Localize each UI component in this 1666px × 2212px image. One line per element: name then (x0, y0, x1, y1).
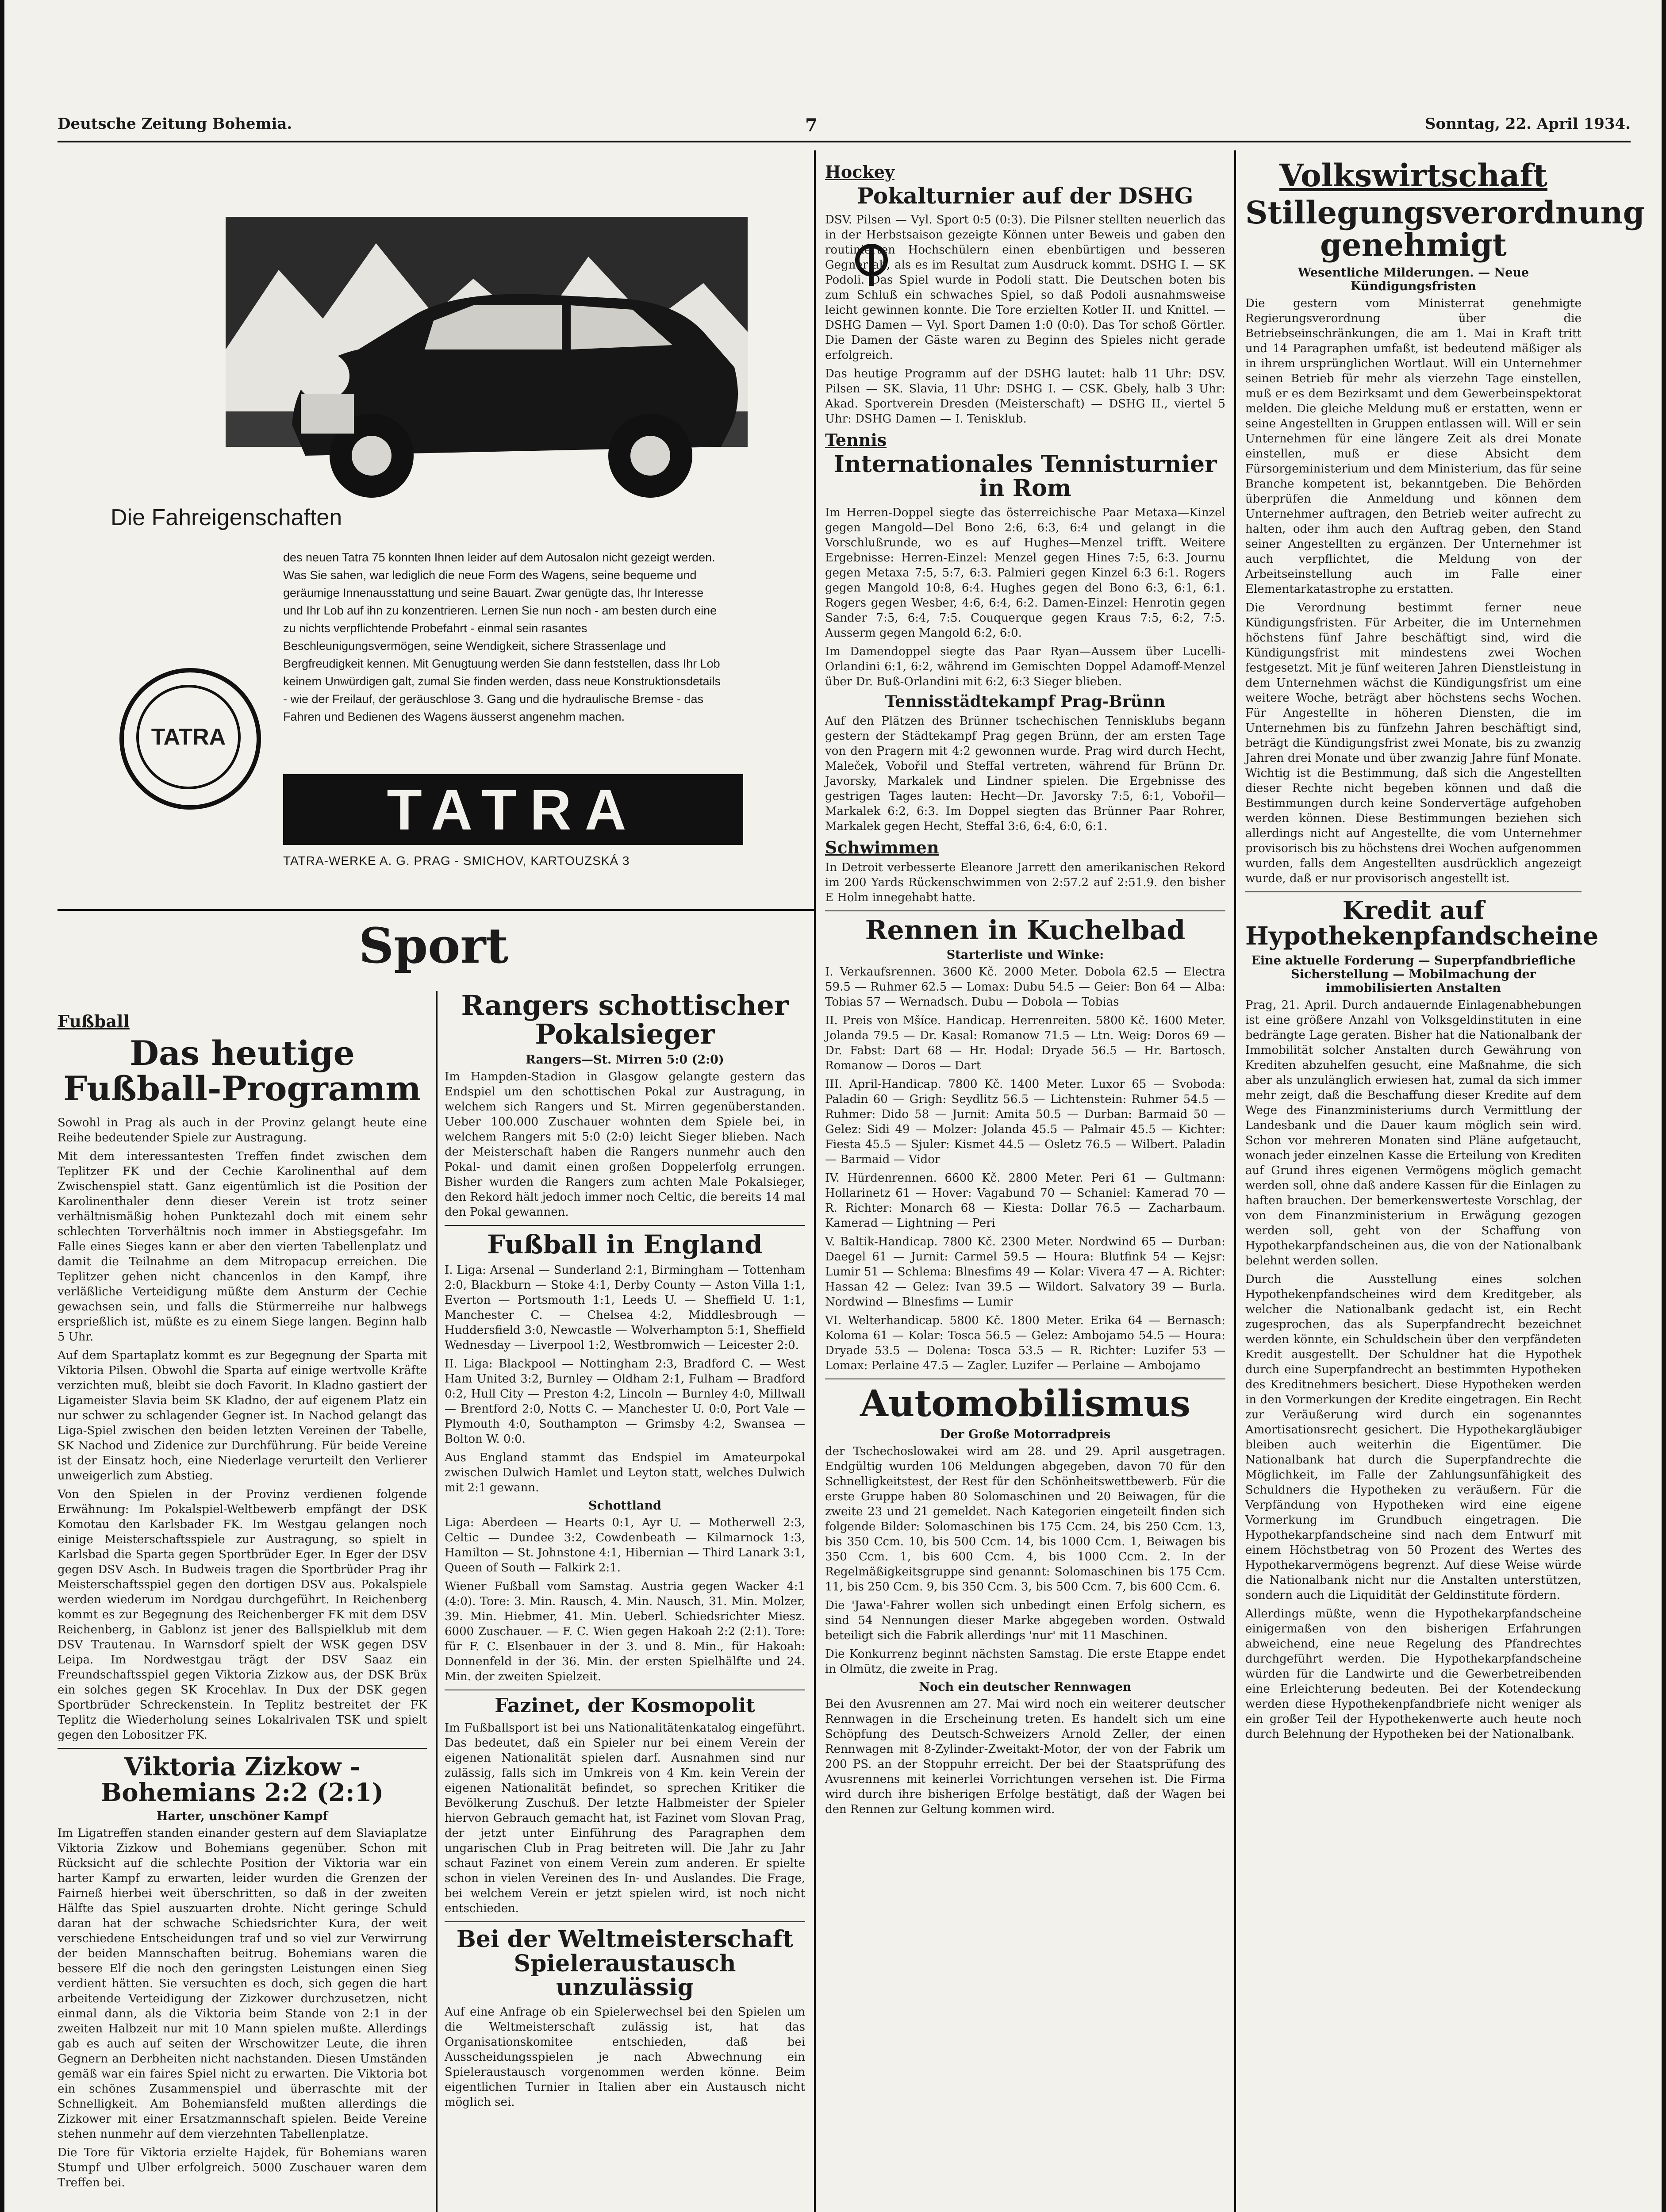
economy-column (1245, 157, 1645, 2212)
article-paragraph: Durch die Ausstellung eines solchen Hypothekenpfandscheines wird dem Kreditgeber, als welcher die Nationalbank gedacht ist, ein Recht zugesprochen, das als Superpfandrecht bezeichnet werden könnte, ein Schuldschein über den verpfändeten Kredit ausgestellt. Der Schuldner hat die Hypothek durch eine Superpfandrecht an bestimmten Hypotheken des Kreditnehmers besichert. Diese Hypotheken werden in den Vormerkungen der Kredite eingetragen. Ein Recht zur Veräußerung wird durch ein sogenanntes Amortisationsrecht gesichert. Die Hypothekargläubiger bleiben auch weiterhin die Eigentümer. Die Nationalbank hat durch die Superpfandrechte die Möglichkeit, im Falle der Zahlungsunfähigkeit des Schuldners die Hypotheken zu veräußern. Für die Verpfändung von Hypotheken wird eine eigene Vormerkung im Grundbuch eingetragen. Die Hypothekarpfandscheine sind nach dem Entwurf mit einem Höchstbetrag von 50 Prozent des Wertes des Hypothekarvermögens begrenzt. Auf diese Weise würde die Nationalbank nicht nur die Anstalten unterstützen, sondern auch die Liquidität der Geldinstitute fördern. (1245, 1273, 1582, 1602)
subhead: Der Große Motorradpreis (940, 1427, 1111, 1441)
headline-fussball-programm: Das heutige Fußball-Programm (63, 1033, 421, 1108)
article-paragraph: I. Liga: Arsenal — Sunderland 2:1, Birmingham — Tottenham 2:0, Blackburn — Stoke 4:1, Derby County — Aston Villa 1:1, Everton — Portsmouth 1:1, Leeds U. — Sheffield U. 1:1, Manchester C. — Chelsea 4:2, Middlesbrough — Huddersfield 3:0, Newcastle — Wolverhampton 5:1, Sheffield Wednesday — Liverpool 1:2, Westbromwich — Leicester 2:0. (445, 1263, 805, 1352)
sport-column-2 (445, 991, 805, 2212)
economy-banner: Volkswirtschaft (1279, 157, 1547, 194)
header-rule (58, 141, 1631, 142)
article-paragraph: Die gestern vom Ministerrat genehmigte Regierungsverordnung über die Betriebseinschränkungen, die am 1. Mai in Kraft tritt und 14 Paragraphen umfaßt, ist bedeutend mäßiger als in ihrem ursprünglichen Wortlaut. Will ein Unternehmer seinen Betrieb für mehr als vierzehn Tage einstellen, muß er es dem Bezirksamt und dem Gewerbeinspektorat melden. Die gleiche Meldung muß er erstatten, wenn er seine Angestellten in Gruppen entlassen will. Will er sein Unternehmen für eine längere Zeit als drei Monate einstellen, muß er diese Absicht dem Fürsorgeministerium und dem Ministerium, das für seine Branche kompetent ist, bekanntgeben. Die Behörden überprüfen die Anmeldung und können dem Unternehmer auftragen, den Betrieb weiter aufrecht zu halten, oder ihm auch den Auftrag geben, den Stand seiner Angestellten zu ergänzen. Der Unternehmer ist auch verpflichtet, die Meldung von der Arbeitseinstellung auch im Falle einer Elementarkatastrophe zu erstatten. (1245, 296, 1582, 596)
article-paragraph: Im Fußballsport ist bei uns Nationalitätenkatalog eingeführt. Das bedeutet, daß ein Spieler nur bei einem Verein der eigenen Nationalität spielen darf. Ausnahmen sind nur zulässig, falls sich im Umkreis von 4 Km. kein Verein der eigenen Nationalität befindet, so sprechen Kritiker die Bevölkerung Zuschuß. Der letzte Halbmeister der Spieler hiervon Gebrauch gemacht hat, ist Fazinet vom Slovan Prag, der jetzt unter Einführung des Paragraphen dem ungarischen Club in Prag beitreten will. Die Jahr zu Jahr schaut Fazinet von einem Verein zum anderen. Er spielte schon in vielen Vereinen des In- und Auslandes. Die Frage, bei welchem Verein er jetzt spielen wird, ist noch nicht entschieden. (445, 1721, 805, 1916)
article-paragraph: Im Ligatreffen standen einander gestern auf dem Slaviaplatze Viktoria Zizkow und Bohemians gegenüber. Schon mit Rücksicht auf die schlechte Position der Viktoria war ein harter Kampf zu erwarten, leider wurden die Grenzen der Fairneß hierbei weit überschritten, so daß in der zweiten Hälfte das Spiel auszuarten drohte. Nicht geringe Schuld daran hat der schwache Schiedsrichter Kura, der weit verschiedene Entscheidungen traf und so viel zur Verwirrung der beiden Mannschaften beitrug. Bohemians waren die bessere Elf die noch den geringsten Leistungen einen Sieg verdient hätten. Sie versuchten es doch, sich gegen die hart arbeitende Verteidigung der Zizkower durchzusetzen, nicht einmal dann, als die Viktoria beim Stande von 2:1 in der zweiten Halbzeit nur mit 10 Mann spielen mußte. Allerdings gab es auch auf seiten der Wrschowitzer Leute, die ihren Gegnern an Derbheiten nicht nachstanden. Diesen Umständen gemäß war ein faires Spiel nicht zu erwarten. Die Viktoria bot ein schönes Zusammenspiel und überraschte mit der Schnelligkeit. Am Bohemiansfeld mußten allerdings die Zizkower mit einer Ersatzmannschaft spielen. Beide Vereine stehen nunmehr auf dem vierzehnten Tabellenplatze. (58, 1827, 427, 2141)
divider (825, 910, 1225, 911)
subhead: Starterliste und Winke: (946, 948, 1104, 962)
article-paragraph: Die Verordnung bestimmt ferner neue Kündigungsfristen. Für Arbeiter, die im Unternehmen höchstens fünf Jahre beschäftigt sind, wird die Kündigungsfrist mit mindestens zwei Wochen festgesetzt. Mit je fünf weiteren Jahren Dienstleistung in dem Unternehmen wächst die Kündigungsfrist um eine weitere Woche, beträgt aber höchstens sechs Wochen. Für Angestellte in höheren Diensten, die im Unternehmen bis zu fünfzehn Jahren beschäftigt sind, beträgt die Kündigungsfrist zwei Monate, bis zu zwanzig Jahren drei Monate und über zwanzig Jahre fünf Monate. Wichtig ist die Bestimmung, daß sich die Angestellten dieser Rechte nicht begeben können und daß die Bestimmungen durch keine Sondervertäge aufgehoben werden können. Diese Bestimmungen beziehen sich allerdings nicht auf Angestellte, die vom Unternehmer provisorisch bis zu höchstens drei Wochen aufgenommen wurden, falls dem Angestellten ausdrücklich angezeigt wurde, daß er nur provisorisch angestellt ist. (1245, 601, 1582, 885)
emblem-label: TATRA (136, 685, 241, 789)
headline-stillegungsverordnung: Stillegungsverordnung genehmigt (1245, 194, 1645, 263)
tatra-emblem-icon (119, 668, 261, 810)
headline-pokalturnier: Pokalturnier auf der DSHG (857, 183, 1194, 209)
section-schwimmen: Schwimmen (825, 837, 939, 858)
sport-column-3 (825, 159, 1225, 2212)
issue-date: Sonntag, 22. April 1934. (1424, 115, 1631, 133)
article-paragraph: II. Liga: Blackpool — Nottingham 2:3, Bradford C. — West Ham United 3:2, Burnley — Oldham 2:1, Fulham — Bradford 0:2, Hull City — Preston 4:2, Lincoln — Burnley 4:0, Millwall — Brentford 2:0, Notts C. — Manchester U. 0:0, Port Vale — Plymouth 4:0, Southampton — Grimsby 4:2, Swansea — Bolton W. 0:0. (445, 1357, 805, 1446)
article-paragraph: der Tschechoslowakei wird am 28. und 29. April ausgetragen. Endgültig wurden 106 Meldungen abgegeben, davon 70 für den Schnelligkeitstest, der Rest für den Schönheitswettbewerb. Für die erste Gruppe haben 80 Solomaschinen und 20 Beiwagen, für die zweite 23 und 21 gemeldet. Nach Kategorien eingeteilt finden sich folgende Bilder: Solomaschinen bis 175 Ccm. 24, bis 250 Ccm. 13, bis 350 Ccm. 10, bis 500 Ccm. 14, bis 1000 Ccm. 1, Beiwagen bis 350 Ccm. 1, bis 600 Ccm. 4, bis 1000 Ccm. 2. In der Regelmäßigkeitsgruppe sind genannt: Solomaschinen bis 175 Ccm. 11, bis 250 Ccm. 9, bis 350 Ccm. 3, bis 500 Ccm. 7, bis 600 Ccm. 6. (825, 1444, 1225, 1594)
article-paragraph: Liga: Aberdeen — Hearts 0:1, Ayr U. — Motherwell 2:3, Celtic — Dundee 3:2, Cowdenbeath — Kilmarnock 1:3, Hamilton — St. Johnstone 4:1, Hibernian — Third Lanark 3:1, Queen of South — Falkirk 2:1. (445, 1516, 805, 1575)
divider (1245, 891, 1582, 892)
tatra-mark-icon (721, 226, 756, 270)
sport-banner: Sport (358, 917, 509, 974)
masthead-paper: Deutsche Zeitung Bohemia. (58, 115, 292, 133)
divider (445, 1921, 805, 1922)
headline-rangers: Rangers schottischer Pokalsieger (461, 989, 789, 1051)
article-paragraph: Das heutige Programm auf der DSHG lautet: halb 11 Uhr: DSV. Pilsen — SK. Slavia, 11 Uhr: DSHG I. — CSK. Gbely, halb 3 Uhr: Akad. Sportverein Dresden (Meisterschaft) — DSHG II., viertel 5 Uhr: DSHG Damen — I. Tenisklub. (825, 367, 1225, 426)
section-fussball: Fußball (58, 1011, 130, 1031)
article-paragraph: Die Konkurrenz beginnt nächsten Samstag. Die erste Etappe endet in Olmütz, die zweite in Prag. (825, 1647, 1225, 1676)
subhead: Eine aktuelle Forderung — Superpfandbriefliche Sicherstellung — Mobilmachung der immobilisierten Anstalten (1251, 954, 1576, 995)
subhead: Harter, unschöner Kampf (157, 1809, 328, 1824)
race-entry: V. Baltik-Handicap. 7800 Kč. 2300 Meter. Nordwind 65 — Durban: Daegel 61 — Jurnit: Carmel 59.5 — Houra: Blutfink 54 — Kejsr: Lumir 51 — Schlema: Blnesfims 49 — Kolar: Vivera 47 — A. Richter: Hassan 42 — Gelez: Ivan 39.5 — Wildort. Salvatory 39 — Burla. Nordwind — Blnesfims — Lumir (825, 1235, 1225, 1309)
race-entry: III. April-Handicap. 7800 Kč. 1400 Meter. Luxor 65 — Svoboda: Paladin 60 — Grigh: Seydlitz 56.5 — Lichtenstein: Ruhmer 54.5 — Ruhmer: Dido 58 — Jurnit: Amita 50.5 — Durban: Barmaid 50 — Gelez: Sidi 49 — Molzer: Jolanda 45.5 — Palmair 45.5 — Kichter: Fiesta 45.5 — Sjuler: Kismet 44.5 — Osletz 76.5 — Wilbert. Paladin — Barmaid — Vidor (825, 1078, 1225, 1167)
headline-tennisturnier-rom: Internationales Tennisturnier in Rom (833, 450, 1217, 502)
ad-headline: Die Fahreigenschaften (111, 505, 342, 530)
page-number: 7 (805, 115, 818, 136)
car-illustration (226, 217, 748, 509)
headline-viktoria-bohemians: Viktoria Zizkow - Bohemians 2:2 (2:1) (100, 1752, 384, 1808)
ad-body-text: des neuen Tatra 75 konnten Ihnen leider auf dem Autosalon nicht gezeigt werden. Was Sie sahen, war lediglich die neue Form des Wagens, seine bequeme und geräumige Innenausstattung und seine Bauart. Zwar genügte das, Ihr Interesse und Ihr Lob auf ihn zu konzentrieren. Lernen Sie nun noch - am besten durch eine zu nichts verpflichtende Probefahrt - einmal sein rasantes Beschleunigungsvermögen, seine Wendigkeit, sichere Strassenlage und Bergfreudigkeit kennen. Mit Genugtuung werden Sie dann feststellen, dass Ihr Lob keinem Unwürdigen galt, zumal Sie finden werden, dass neue Konstruktionsdetails - wie der Freilauf, der geräuschlose 3. Gang und die hydraulische Bremse - das Fahren und Bedienen des Wagens äusserst angenehm machen. (283, 551, 721, 723)
article-paragraph: Im Herren-Doppel siegte das österreichische Paar Metaxa—Kinzel gegen Mangold—Del Bono 2:6, 6:3, 6:4 und gelangt in die Vorschlußrunde, wo es auf Hughes—Menzel trifft. Weitere Ergebnisse: Herren-Einzel: Menzel gegen Hines 7:5, 6:3. Journu gegen Metaxa 7:5, 5:7, 6:3. Palmieri gegen Kinzel 6:3 6:1. Rogers gegen Mangold 10:8, 6:4. Hughes gegen del Bono 6:3, 6:1, 6:1. Rogers gegen Wesber, 4:6, 6:4, 6:2. Damen-Einzel: Henrotin gegen Sander 7:5, 6:4, 7:5. Couquerque gegen Kraus 7:5, 6:2, 7:5. Ausserm gegen Mangold 6:2, 6:0. (825, 506, 1225, 640)
article-paragraph: Die Tore für Viktoria erzielte Hajdek, für Bohemians waren Stumpf und Ulber erfolgreich. 5000 Zuschauer waren dem Treffen bei. (58, 2146, 427, 2190)
headline-tennisstaedtekampf: Tennisstädtekampf Prag-Brünn (885, 692, 1166, 711)
sport-column-1 (58, 1009, 427, 2212)
article-paragraph: Prag, 21. April. Durch andauernde Einlagenabhebungen ist eine größere Anzahl von Volksgeldinstituten in eine bedrängte Lage geraten. Bisher hat die Nationalbank der Immobilität solcher Anstalten durch Gewährung von Krediten abzuhelfen gesucht, eine Maßnahme, die sich aber als unzulänglich erwiesen hat, zumal da sich immer mehr zeigt, daß die Beschaffung dieser Kredite auf dem Wege des Finanzministeriums durch Vermittlung der Landesbank und die Dauer kaum möglich sein wird. Schon vor mehreren Monaten sind Pläne aufgetaucht, wonach jeder einzelnen Kasse die Erteilung von Krediten auf Grund ihres eigenen Vermögens möglich gemacht werden soll, ohne daß andere Kassen für die Einlagen zu haften brauchen. Der bemerkenswerteste Vorschlag, der von dem Finanzministerium in Erwägung gezogen werden soll, geht von der Schaffung von Hypothekarpfandscheinen aus, die von der Nationalbank belehnt werden sollen. (1245, 998, 1582, 1268)
article-paragraph: In Detroit verbesserte Eleanore Jarrett den amerikanischen Rekord im 200 Yards Rückenschwimmen von 2:57.2 auf 2:51.9. den bisher E Holm innegehabt hatte. (825, 861, 1225, 905)
article-paragraph: Im Damendoppel siegte das Paar Ryan—Aussem über Lucelli-Orlandini 6:1, 6:2, während im Gemischten Doppel Adamoff-Menzel über Dr. Buß-Orlandini mit 6:2, 6:3 Sieger blieben. (825, 645, 1225, 688)
column-rule (436, 991, 438, 2212)
race-entry: I. Verkaufsrennen. 3600 Kč. 2000 Meter. Dobola 62.5 — Electra 59.5 — Ruhmer 62.5 — Lomax: Dubu 54.5 — Geier: Bon 64 — Alba: Tobias 57 — Wernadsch. Dubu — Dobola — Tobias (825, 965, 1225, 1009)
article-paragraph: Allerdings müßte, wenn die Hypothekarpfandscheine einigermaßen von den bisherigen Erfahrungen abweichend, eine neue Regelung des Pfandrechtes durchgeführt werden. Die Hypothekarpfandscheine würden für die Landwirte und die Gewerbetreibenden eine Erleichterung bedeuten. Bei der Kotendeckung werden diese Hypothekenpfandbriefe nicht weniger als ein großer Teil der Hypothekenwerte auch heute noch durch Belehnung der Hypotheken bei der Nationalbank. (1245, 1607, 1582, 1741)
race-entry: VI. Welterhandicap. 5800 Kč. 1800 Meter. Erika 64 — Bernasch: Koloma 61 — Kolar: Tosca 56.5 — Gelez: Ambojamo 54.5 — Houra: Dryade 53.5 — Dolena: Tosca 53.5 — R. Richter: Luzifer 53 — Lomax: Perlaine 47.5 — Zagler. Luzifer — Perlaine — Ambojamo (825, 1314, 1225, 1373)
article-paragraph: Aus England stammt das Endspiel im Amateurpokal zwischen Dulwich Hamlet und Leyton statt, welches Dulwich mit 2:1 gewann. (445, 1451, 805, 1495)
section-hockey: Hockey (825, 162, 894, 182)
headline-rennen-kuchelbad: Rennen in Kuchelbad (865, 915, 1186, 946)
headline-fazinet: Fazinet, der Kosmopolit (495, 1694, 755, 1717)
headline-automobilismus: Automobilismus (860, 1382, 1190, 1425)
subhead: Noch ein deutscher Rennwagen (919, 1680, 1132, 1694)
race-entry: II. Preis von Mšíce. Handicap. Herrenreiten. 5800 Kč. 1600 Meter. Jolanda 79.5 — Dr. Kasal: Romanow 71.5 — Ltn. Weig: Doros 69 — Dr. Fabst: Dart 68 — Hr. Hodal: Dryade 56.5 — Hr. Bartosch. Romanow — Doros — Dart (825, 1014, 1225, 1073)
section-tennis: Tennis (825, 430, 887, 450)
article-paragraph: Wiener Fußball vom Samstag. Austria gegen Wacker 4:1 (4:0). Tore: 3. Min. Rausch, 4. Min. Nausch, 31. Min. Molzer, 39. Min. Hiebmer, 41. Min. Ueberl. Schiedsrichter Miesz. 6000 Zuschauer. — F. C. Wien gegen Hakoah 2:2 (2:1). Tore: für F. C. Elsenbauer in der 3. und 8. Min., für Hakoah: Donnenfeld in der 36. Min. der ersten Spielhälfte und 24. Min. der zweiten Spielzeit. (445, 1580, 805, 1684)
article-paragraph: Auf dem Spartaplatz kommt es zur Begegnung der Sparta mit Viktoria Pilsen. Obwohl die Sparta auf einige wertvolle Kräfte verzichten muß, bleibt sie doch Favorit. In Kladno gastiert der Ligameister Slavia beim SK Kladno, der auf eigenem Platz ein nur schwer zu schlagender Gegner ist. In Nachod gelangt das Liga-Spiel zwischen den beiden letzten Vereinen der Tabelle, SK Nachod und Zidenice zur Durchführung. Für beide Vereine ist der Einsatz hoch, eine Niederlage verurteilt den Verlierer unweigerlich zum Abstieg. (58, 1348, 427, 1482)
article-paragraph: Im Hampden-Stadion in Glasgow gelangte gestern das Endspiel um den schottischen Pokal zur Austragung, in welchem sich Rangers und St. Mirren gegenüberstanden. Ueber 100.000 Zuschauer wohnten dem Spiele bei, in welchem Rangers mit 5:0 (2:0) leicht Sieger blieben. Nach der Meisterschaft haben die Rangers nunmehr auch den Pokal- und damit einen großen Doppelerfolg errungen. Bisher wurden die Rangers zum achten Male Pokalsieger, den Rekord hält jedoch immer noch Celtic, die bereits 14 mal den Pokal gewannen. (445, 1070, 805, 1219)
tatra-advertisement (93, 199, 756, 872)
article-paragraph: Mit dem interessantesten Treffen findet zwischen dem Teplitzer FK und der Cechie Karolinenthal auf dem Zwischenspiel statt. Ganz eigentümlich ist die Position der Karolinenthaler denn dieser Verein ist trotz seiner verhältnismäßig hohen Punktezahl doch mit einem sehr schlechten Torverhältnis noch immer in Abstiegsgefahr. Im Falle eines Sieges kann er aber den vierten Tabellenplatz und damit die Teilnahme an dem Mitropacup erreichen. Die Teplitzer gehen nicht chancenlos in den Kampf, ihre verläßliche Verteidigung müßte dem Ansturm der Cechie gewachsen sein, und falls die Stürmerreihe nur halbwegs ersprießlich ist, müßte es zu einem Siege langen. Beginn halb 5 Uhr. (58, 1149, 427, 1344)
headline-weltmeisterschaft: Bei der Weltmeisterschaft Spieleraustausch unzulässig (456, 1926, 794, 2001)
article-paragraph: Auf den Plätzen des Brünner tschechischen Tennisklubs begann gestern der Städtekampf Prag gegen Brünn, der am ersten Tage von den Pragern mit 4:2 gewonnen wurde. Prag wird durch Hecht, Maleček, Vobořil und Steffal vertreten, während für Brünn Dr. Javorsky, Markalek und Lindner spielen. Die Ergebnisse des gestrigen Tages lauten: Hecht—Dr. Javorsky 7:5, 6:1, Vobořil—Markalek 6:2, 6:3. Im Doppel siegten das Brünner Paar Rohrer, Markalek gegen Hecht, Steffal 3:6, 6:4, 6:0, 6:1. (825, 714, 1225, 833)
divider (58, 1748, 427, 1749)
race-entry: IV. Hürdenrennen. 6600 Kč. 2800 Meter. Peri 61 — Gultmann: Hollarinetz 61 — Hover: Vagabund 70 — Schaniel: Kamerad 70 — R. Richter: Monarch 68 — Kiesta: Dollar 76.5 — Zacharbaum. Kamerad — Lightning — Peri (825, 1171, 1225, 1230)
article-paragraph: Von den Spielen in der Provinz verdienen folgende Erwähnung: Im Pokalspiel-Weltbewerb empfängt der DSK Komotau den Karlsbader FK. Im Westgau gelangen noch einige Meisterschaftsspiele zur Austragung, so spielt in Karlsbad die Sparta gegen Sportbrüder Eger. In Eger der DSV gegen DSV Asch. In Budweis tragen die Sportbrüder Prag ihr Meisterschaftsspiel gegen den dortigen DSV aus. Pokalspiele werden wiederum im Nordgau durchgeführt. In Reichenberg kommt es zur Begegnung des Reichenberger FK mit dem DSV Reichenberg, in Gablonz ist jener des Ballspielklub mit dem DSV Trautenau. In Warnsdorf spielt der WSK gegen DSV Leipa. Im Nordwestgau trägt der DSV Saaz ein Freundschaftsspiel gegen Viktoria Zizkow aus, der DSK Brüx ein solches gegen SK Krocehlav. In Dux der DSK gegen Sportbrüder Schreckenstein. In Teplitz bestreitet der FK Teplitz die Wiederholung seines Lokalrivalen TSK und spielt gegen den Lobositzer FK. (58, 1487, 427, 1742)
subhead: Schottland (588, 1499, 661, 1513)
headline-fussball-england: Fußball in England (487, 1229, 763, 1260)
article-paragraph: Bei den Avusrennen am 27. Mai wird noch ein weiterer deutscher Rennwagen in die Erscheinung treten. Es handelt sich um eine Schöpfung des Deutsch-Schweizers Arnold Zeller, der einen Rennwagen mit 8-Zylinder-Zweitakt-Motor, der von der Fabrik um 200 PS. an der Stoppuhr erreicht. Der bei der Staatsprüfung des Avusrennens mit keinerlei Vorrichtungen versehen ist. Die Firma wird durch ihre bisherigen Erfolge bestätigt, daß der Wagen bei den Rennen zur Geltung kommen wird. (825, 1697, 1225, 1816)
subhead: Wesentliche Milderungen. — Neue Kündigungsfristen (1297, 265, 1529, 293)
column-rule (1234, 150, 1236, 2212)
article-paragraph: Sowohl in Prag als auch in der Provinz gelangt heute eine Reihe bedeutender Spiele zur Austragung. (58, 1116, 427, 1144)
ad-bottom-rule (58, 909, 814, 911)
ad-footer: TATRA-WERKE A. G. PRAG - SMICHOV, KARTOUZSKÁ 3 (283, 854, 630, 868)
divider (445, 1225, 805, 1226)
article-paragraph: Auf eine Anfrage ob ein Spielerwechsel bei den Spielen um die Weltmeisterschaft zulässig ist, hat das Organisationskomitee entschieden, daß bei Ausscheidungsspielen je nach Abwechnung ein Spieleraustausch vorgenommen werden könne. Beim eigentlichen Turnier in Italien aber ein Austausch nicht möglich sei. (445, 2005, 805, 2109)
subhead: Rangers—St. Mirren 5:0 (2:0) (526, 1053, 724, 1067)
tatra-logo: TATRA (283, 774, 743, 845)
column-rule (814, 150, 816, 2212)
article-paragraph: DSV. Pilsen — Vyl. Sport 0:5 (0:3). Die Pilsner stellten neuerlich das in der Herbstsaison gezeigte Können unter Beweis und gaben den routinierten Hochschülern einen ebenbürtigen und besseren Gegner ab, als es im Resultat zum Ausdruck kommt. DSHG I. — SK Podoli. Das Spiel wurde in Podoli statt. Die Deutschen boten bis zum Schluß ein schwaches Spiel, so daß Podoli ausnahmsweise leicht gewinnen konnte. Die Tore erzielten Kotler II. und Knittel. — DSHG Damen — Vyl. Sport Damen 1:0 (0:0). Das Tor schoß Görtler. Die Damen der Gäste waren zu Beginn des Spieles nicht gerade erfolgreich. (825, 213, 1225, 362)
article-paragraph: Die 'Jawa'-Fahrer wollen sich unbedingt einen Erfolg sichern, es sind 54 Nennungen dieser Marke abgegeben worden. Ostwald beteiligt sich die Fabrik allerdings 'nur' mit 11 Maschinen. (825, 1598, 1225, 1642)
headline-kredit-hypotheken: Kredit auf Hypothekenpfandscheine (1245, 895, 1599, 951)
